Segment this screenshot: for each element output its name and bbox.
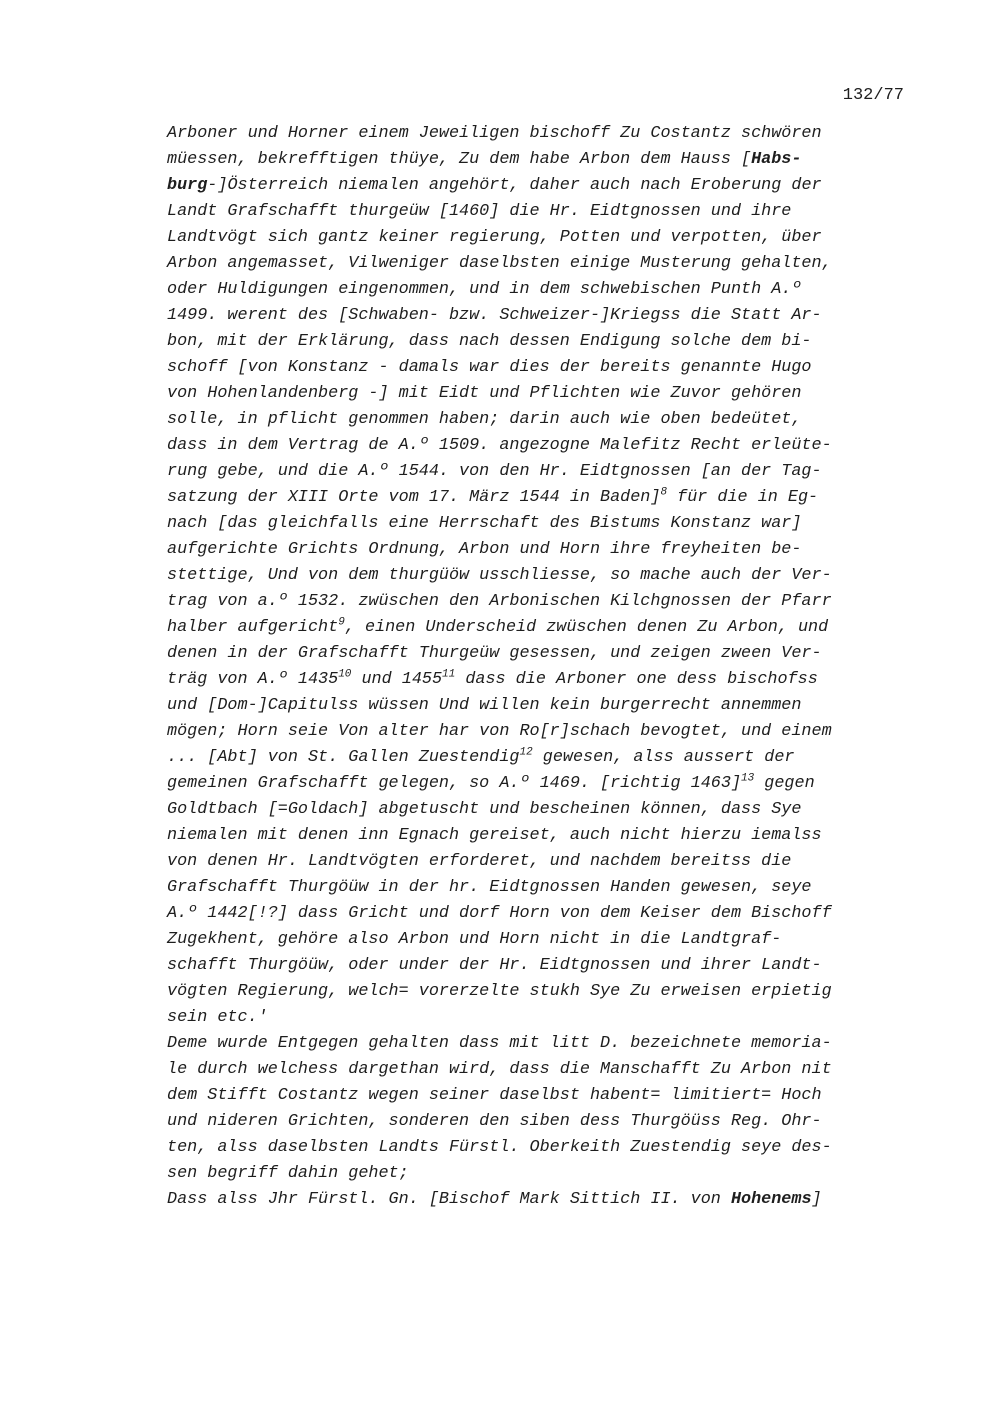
text-line: dem Stifft Costantz wegen seiner daselbst habent= limitiert= Hoch (167, 1086, 822, 1105)
text-line: mögen; Horn seie Von alter har von Ro[r]schach bevogtet, und einem (167, 722, 832, 741)
text-line: denen in der Grafschafft Thurgeüw gesessen, und zeigen zween Ver- (167, 644, 822, 663)
text-line: oder Huldigungen eingenommen, und in dem schwebischen Punth A.º (167, 280, 802, 299)
footnote-marker: 11 (442, 668, 456, 681)
text-line: Grafschafft Thurgöüw in der hr. Eidtgnossen Handen gewesen, seye (167, 878, 812, 897)
text-line: sen begriff dahin gehet; (167, 1164, 409, 1183)
text-line: vögten Regierung, welch= vorerzelte stukh Sye Zu erweisen erpietig (167, 982, 832, 1001)
text-line: halber aufgericht$^9$, einen Underscheid zwüschen denen Zu Arbon, und (167, 616, 829, 637)
text-line: von Hohenlandenberg -] mit Eidt und Pflichten wie Zuvor gehören (167, 384, 802, 403)
text-line: von denen Hr. Landtvögten erforderet, und nachdem bereitss die (167, 852, 792, 871)
text-line: Arboner und Horner einem Jeweiligen bischoff Zu Costantz schwören (167, 124, 822, 143)
text-line: bon, mit der Erklärung, dass nach dessen Endigung solche dem bi- (167, 332, 812, 351)
text-line: Landtvögt sich gantz keiner regierung, Potten und verpotten, über (167, 228, 822, 247)
text-line: Arbon angemasset, Vilweniger daselbsten einige Musterung gehalten, (167, 254, 832, 273)
text-line: trag von a.º 1532. zwüschen den Arbonischen Kilchgnossen der Pfarr (167, 592, 832, 611)
text-line: stettige, Und von dem thurgüöw usschliesse, so mache auch der Ver- (167, 566, 832, 585)
text-line: und nideren Grichten, sonderen den siben dess Thurgöüss Reg. Ohr- (167, 1112, 822, 1131)
text-line: gemeinen Grafschafft gelegen, so A.º 1469. [richtig 1463]$^{13}$ gegen (167, 772, 815, 793)
text-line: solle, in pflicht genommen haben; darin auch wie oben bedeütet, (167, 410, 802, 429)
footnote-marker: 8 (660, 486, 668, 499)
text-line: aufgerichte Grichts Ordnung, Arbon und Horn ihre freyheiten be- (167, 540, 802, 559)
text-line: sein etc.' (167, 1008, 268, 1027)
footnote-marker: 9 (338, 616, 345, 629)
text-line: Landt Grafschafft thurgeüw [1460] die Hr. Eidtgnossen und ihre (167, 202, 792, 221)
footnote-marker: 13 (741, 772, 755, 785)
text-line: Goldtbach [=Goldach] abgetuscht und bescheinen können, dass Sye (167, 800, 802, 819)
text-line: Zugekhent, gehöre also Arbon und Horn nicht in die Landtgraf- (167, 930, 782, 949)
document-body (167, 121, 907, 1213)
text-line: A.º 1442[!?] dass Gricht und dorf Horn von dem Keiser dem Bischoff (167, 904, 832, 923)
page-number: 132/77 (842, 86, 904, 105)
text-line: schafft Thurgöüw, oder under der Hr. Eidtgnossen und ihrer Landt- (167, 956, 822, 975)
text-line: und [Dom-]Capitulss wüssen Und willen kein burgerrecht annemmen (167, 696, 802, 715)
text-line: schoff [von Konstanz - damals war dies der bereits genannte Hugo (167, 358, 812, 377)
footnote-marker: 10 (338, 668, 352, 681)
footnote-marker: 12 (519, 746, 533, 759)
text-line: satzung der XIII Orte vom 17. März 1544 in Baden]$^8$ für die in Eg- (167, 486, 819, 507)
text-line: Dass alss Jhr Fürstl. Gn. [Bischof Mark Sittich II. von Hohenems] (167, 1190, 822, 1209)
text-line: Deme wurde Entgegen gehalten dass mit litt D. bezeichnete memoria- (167, 1034, 832, 1053)
text-line: ten, alss daselbsten Landts Fürstl. Oberkeith Zuestendig seye des- (167, 1138, 832, 1157)
text-line: niemalen mit denen inn Egnach gereiset, auch nicht hierzu iemalss (167, 826, 822, 845)
bold-name: burg (167, 176, 208, 195)
bold-name: Hohenems (730, 1190, 812, 1209)
text-line: 1499. werent des [Schwaben- bzw. Schweizer-]Kriegss die Statt Ar- (167, 306, 822, 325)
text-line: nach [das gleichfalls eine Herrschaft des Bistums Konstanz war] (167, 514, 802, 533)
text-line: träg von A.º 1435$^{10}$ und 1455$^{11}$ dass die Arboner one dess bischofss (167, 668, 818, 689)
text-line: dass in dem Vertrag de A.º 1509. angezogne Malefitz Recht erleüte- (167, 436, 832, 455)
text-line: burg-]Österreich niemalen angehört, daher auch nach Eroberung der (167, 176, 822, 195)
text-line: le durch welchess dargethan wird, dass die Manschafft Zu Arbon nit (167, 1060, 832, 1079)
text-line: müessen, bekrefftigen thüye, Zu dem habe Arbon dem Hauss [Habs- (167, 150, 802, 169)
bold-name: Habs- (751, 150, 802, 169)
text-line: ... [Abt] von St. Gallen Zuestendig$^{12}$ gewesen, alss aussert der (167, 746, 795, 767)
text-line: rung gebe, und die A.º 1544. von den Hr. Eidtgnossen [an der Tag- (167, 462, 822, 481)
